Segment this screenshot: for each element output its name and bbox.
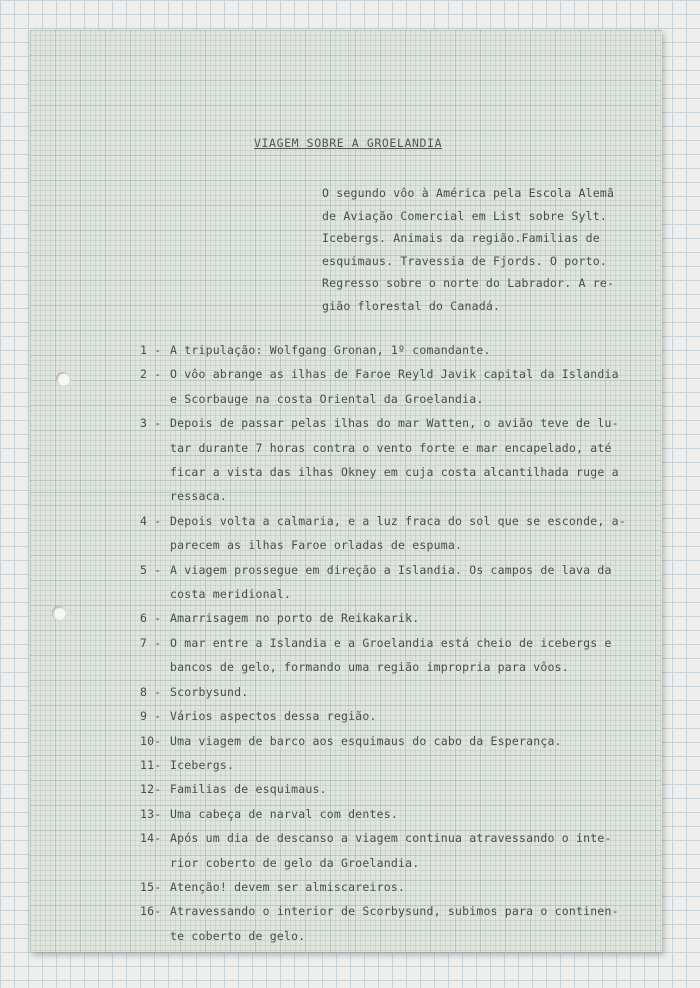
item-text: O vôo abrange as ilhas de Faroe Reyld Javik capital da Islandia e Scorbauge na costa Oriental da Groelandia.: [170, 367, 619, 406]
item-text: A tripulação: Wolfgang Gronan, 1º comandante.: [170, 343, 491, 357]
list-item: [140, 411, 640, 509]
item-number: 2 -: [140, 367, 162, 382]
item-number: 9 -: [140, 709, 162, 724]
list-item: [140, 704, 640, 728]
item-text: Atravessando o interior de Scorbysund, subimos para o continen- te coberto de gelo.: [170, 904, 619, 943]
list-item: [140, 899, 640, 948]
list-item: [140, 558, 640, 607]
list-item: [140, 753, 640, 777]
item-number: 6 -: [140, 611, 162, 626]
item-number: 13-: [140, 806, 162, 821]
item-text: A viagem prossegue em direção a Islandia. Os campos de lava da costa meridional.: [170, 562, 612, 602]
list-item: [140, 631, 640, 680]
item-text: Atenção! devem ser almiscareiros.: [170, 879, 406, 894]
item-text: Amarrisagem no porto de Reikakarik.: [170, 611, 420, 626]
item-number: 1 -: [140, 343, 162, 357]
item-number: 14-: [140, 831, 162, 846]
item-number: 7 -: [140, 635, 162, 650]
list-item: [140, 338, 640, 362]
punch-hole: [52, 606, 66, 620]
list-item: [140, 875, 640, 899]
list-item: [140, 680, 640, 704]
list-item: [140, 826, 640, 875]
item-text: Depois de passar pelas ilhas do mar Watten, o avião teve de lu- tar durante 7 horas contra o vento forte e mar encapelado, até ficar a vista das ilhas Okney em cuja costa alcantilhada ruge a ressaca.: [170, 416, 619, 504]
item-number: 8 -: [140, 684, 162, 699]
item-text: O mar entre a Islandia e a Groelandia está cheio de icebergs e bancos de gelo, formando uma região impropria para vôos.: [170, 635, 612, 675]
item-text: Uma cabeça de narval com dentes.: [170, 806, 398, 821]
item-text: Scorbysund.: [170, 684, 249, 699]
list-item: [140, 802, 640, 826]
item-text: Icebergs.: [170, 757, 235, 772]
list-item: [140, 509, 640, 558]
list-item: [140, 362, 640, 411]
item-number: 15-: [140, 879, 162, 894]
document-page: [30, 30, 662, 952]
punch-hole: [56, 372, 70, 386]
document-title: VIAGEM SOBRE A GROELANDIA: [254, 136, 443, 150]
list-item: [140, 729, 640, 753]
item-text: Familias de esquimaus.: [170, 782, 327, 797]
intro-paragraph: O segundo vôo à América pela Escola Alemã de Aviação Comercial em List sobre Sylt. Icebergs. Animais da região.Familias de esquimaus. Travessia de Fjords. O porto. Regresso sobre o norte do Labrador. A re- gião florestal do Canadá.: [322, 186, 615, 313]
list-item: [140, 777, 640, 801]
item-number: 10-: [140, 733, 162, 748]
item-text: Uma viagem de barco aos esquimaus do cabo da Esperança.: [170, 733, 562, 748]
item-number: 3 -: [140, 416, 162, 431]
item-text: Depois volta a calmaria, e a luz fraca do sol que se esconde, a- parecem as ilhas Faroe orladas de espuma.: [170, 513, 626, 553]
item-text: Após um dia de descanso a viagem continua atravessando o inte- rior coberto de gelo da Groelandia.: [170, 831, 612, 870]
item-number: 5 -: [140, 562, 162, 577]
item-text: Vários aspectos dessa região.: [170, 709, 377, 724]
item-list: [140, 338, 640, 948]
list-item: [140, 606, 640, 630]
item-number: 12-: [140, 782, 162, 797]
item-number: 11-: [140, 757, 162, 772]
item-number: 4 -: [140, 513, 162, 528]
item-number: 16-: [140, 904, 162, 919]
